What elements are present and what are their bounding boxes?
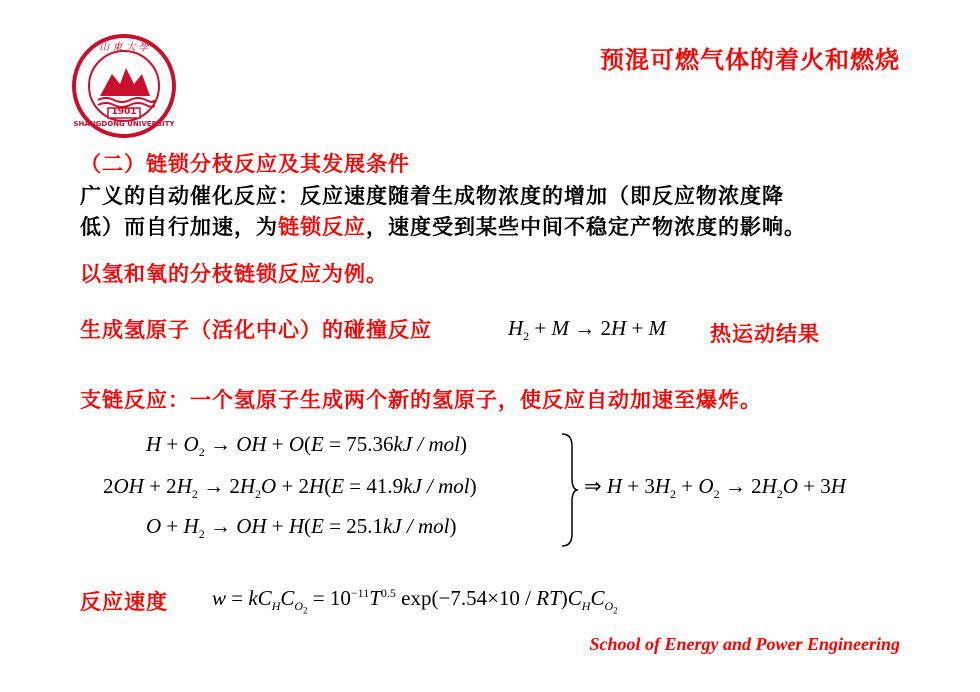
collision-label: 生成氢原子（活化中心）的碰撞反应 xyxy=(80,318,432,342)
energy-2: 41.9 xyxy=(366,474,404,498)
overall-equation: ⇒ $H + 3H_2 + O_2 \to 2H_2O + 3H$ xyxy=(584,474,846,502)
rate-prefactor-exp: −11 xyxy=(350,586,370,600)
rate-prefactor: 10 xyxy=(329,586,351,610)
collision-equation: $H_2 + M \to 2H + M$ xyxy=(508,316,667,344)
collision-note: 热运动结果 xyxy=(710,322,820,346)
logo-chars: 山 東 大 學 xyxy=(99,42,149,53)
temperature-exp: 0.5 xyxy=(380,586,396,600)
rate-equation: $w = kC_HC_{O_2} = 10^{-11}T^{0.5}$ $\exp(-7.54\times 10 / RT)C_HC_{O_2}$ xyxy=(212,586,618,616)
section-heading: （二）链锁分枝反应及其发展条件 xyxy=(80,152,410,176)
branch-label: 支链反应：一个氢原子生成两个新的氢原子，使反应自动加速至爆炸。 xyxy=(80,388,762,412)
equation-3: $O + H_2$ → OH + H(E = 25.1kJ / mol) xyxy=(146,514,457,542)
equation-2: $2OH + 2H_2 \to 2H_2O + 2H(E = 41.9kJ / mol)$ xyxy=(103,474,477,502)
example-line: 以氢和氧的分枝链锁反应为例。 xyxy=(80,262,388,286)
definition-line-2-start: 低）而自行加速，为 xyxy=(80,215,278,239)
definition-line-2 xyxy=(80,211,806,241)
logo-university-text: SHANGDONG UNIVERSITY xyxy=(73,120,175,128)
university-logo xyxy=(70,30,178,142)
activation-ten: 10 xyxy=(498,586,520,610)
chain-reaction-term: 链锁反应 xyxy=(278,215,366,239)
definition-line-1: 广义的自动催化反应：反应速度随着生成物浓度的增加（即反应物浓度降 xyxy=(80,184,784,208)
energy-3: 25.1 xyxy=(346,514,383,538)
definition-line-2-end: ，速度受到某些中间不稳定产物浓度的影响。 xyxy=(366,215,806,239)
footer-school: School of Energy and Power Engineering xyxy=(589,634,900,654)
energy-unit-1: kJ / mol xyxy=(393,432,460,456)
energy-unit-2: kJ / mol xyxy=(403,474,470,498)
equation-1: $H + O_2$ → OH + O(E = 75.36kJ / mol) xyxy=(146,432,467,460)
logo-year: 1901 xyxy=(111,107,137,117)
energy-unit-3: kJ / mol xyxy=(382,514,450,538)
rate-label: 反应速度 xyxy=(80,590,168,614)
energy-1: 75.36 xyxy=(346,432,394,456)
page-title: 预混可燃气体的着火和燃烧 xyxy=(600,46,900,74)
activation-value: 7.54 xyxy=(450,586,488,610)
right-brace-icon xyxy=(560,432,580,548)
